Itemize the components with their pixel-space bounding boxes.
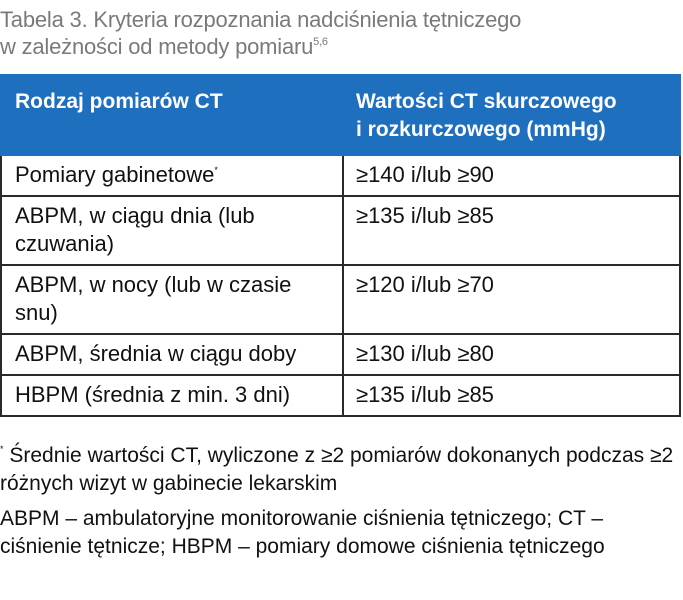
- method-cell: [1, 196, 343, 265]
- method-text: ABPM, w nocy (lub w czasie snu): [15, 272, 292, 325]
- value-cell: [343, 265, 680, 334]
- header-bp-values-line-2: i rozkurczowego (mmHg): [356, 118, 606, 141]
- footnote-mark: *: [0, 444, 4, 454]
- value-text: ≥120 i/lub ≥70: [356, 272, 494, 297]
- table-caption-line-1: Tabela 3. Kryteria rozpoznania nadciśnienia tętniczego: [0, 7, 522, 32]
- criteria-table: [0, 74, 681, 417]
- table-row: [1, 196, 680, 265]
- value-cell: [343, 196, 680, 265]
- method-cell: [1, 265, 343, 334]
- value-text: ≥140 i/lub ≥90: [356, 162, 494, 187]
- header-bp-values: [343, 75, 680, 155]
- abbreviations: ABPM – ambulatoryjne monitorowanie ciśnienia tętniczego; CT – ciśnienie tętnicze; HBPM – pomiary domowe ciśnienia tętniczego: [0, 507, 605, 558]
- reference-superscript: 5,6: [313, 36, 328, 48]
- table-notes: [0, 442, 683, 568]
- method-text: ABPM, w ciągu dnia (lub czuwania): [15, 203, 255, 256]
- method-text: Pomiary gabinetowe: [15, 162, 215, 187]
- value-cell: [343, 155, 680, 196]
- table-row: [1, 375, 680, 416]
- table-caption: [0, 6, 683, 60]
- value-text: ≥130 i/lub ≥80: [356, 341, 494, 366]
- value-text: ≥135 i/lub ≥85: [356, 382, 494, 407]
- header-bp-values-line-1: Wartości CT skurczowego: [356, 90, 617, 113]
- table-row: [1, 265, 680, 334]
- method-cell: [1, 334, 343, 375]
- method-text: HBPM (średnia z min. 3 dni): [15, 382, 291, 407]
- footnote-marker: *: [214, 165, 218, 175]
- table-row: [1, 334, 680, 375]
- footnote: [0, 442, 683, 498]
- value-cell: [343, 334, 680, 375]
- method-text: ABPM, średnia w ciągu doby: [15, 341, 297, 366]
- method-cell: [1, 155, 343, 196]
- header-measurement-type-text: Rodzaj pomiarów CT: [15, 90, 223, 113]
- footnote-text: Średnie wartości CT, wyliczone z ≥2 pomiarów dokonanych podczas ≥2 różnych wizyt w gabinecie lekarskim: [0, 444, 674, 495]
- method-cell: [1, 375, 343, 416]
- header-measurement-type: [1, 75, 343, 155]
- value-cell: [343, 375, 680, 416]
- header-row: [1, 75, 680, 155]
- table-row: [1, 155, 680, 196]
- value-text: ≥135 i/lub ≥85: [356, 203, 494, 228]
- table-caption-line-2: w zależności od metody pomiaru: [0, 34, 314, 59]
